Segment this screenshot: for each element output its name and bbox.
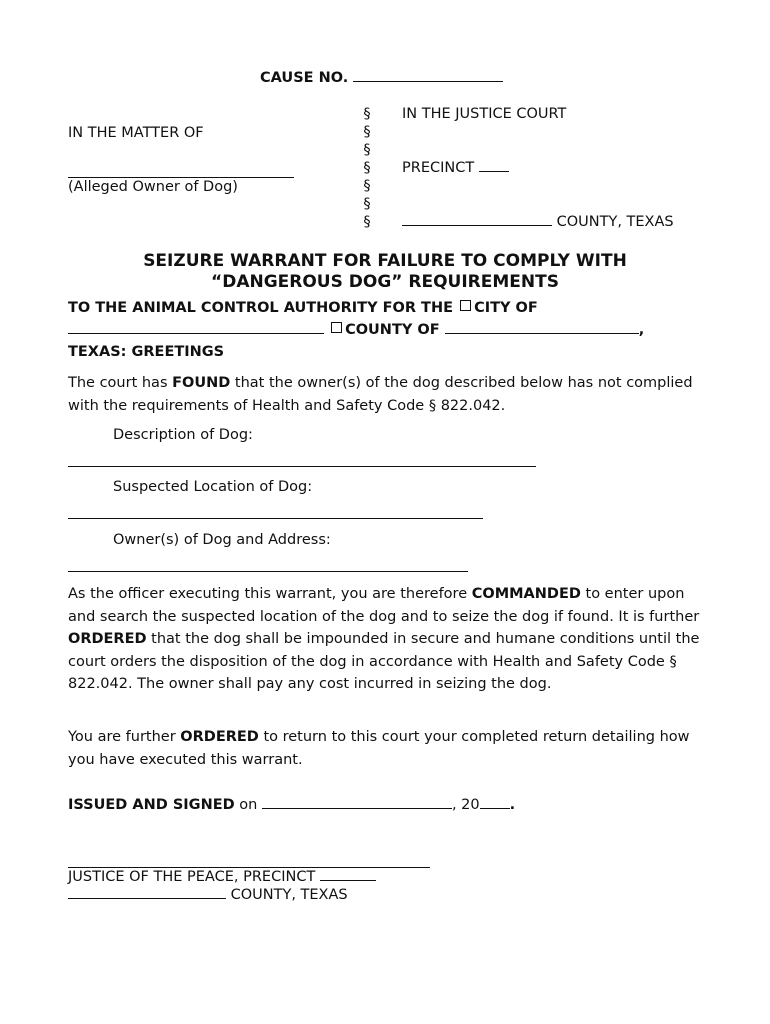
section-symbol: § bbox=[363, 178, 371, 194]
finding-paragraph bbox=[68, 372, 708, 417]
signature-county-blank[interactable] bbox=[68, 898, 226, 899]
command-text: As the officer executing this warrant, you are therefore bbox=[68, 586, 472, 602]
section-symbol: § bbox=[363, 106, 371, 122]
owner-name-blank[interactable] bbox=[68, 177, 294, 178]
county-texas-label: COUNTY, TEXAS bbox=[556, 214, 674, 230]
signature-county-label: COUNTY, TEXAS bbox=[230, 887, 348, 903]
county-option-label: COUNTY OF bbox=[345, 322, 440, 338]
commanded-emphasis: COMMANDED bbox=[471, 586, 581, 602]
justice-of-peace-label: JUSTICE OF THE PEACE, PRECINCT bbox=[68, 869, 316, 885]
comma: , bbox=[638, 322, 645, 338]
cause-number bbox=[260, 70, 503, 86]
cause-number-label: CAUSE NO. bbox=[260, 70, 349, 86]
return-order-paragraph bbox=[68, 726, 698, 771]
city-name-blank[interactable] bbox=[68, 333, 324, 334]
return-text: to return to this court your completed return detailing how you have executed this warrant. bbox=[68, 729, 690, 768]
warrant-title-line2: “DANGEROUS DOG” REQUIREMENTS bbox=[211, 272, 559, 292]
section-symbol: § bbox=[363, 124, 371, 140]
command-text: that the dog shall be impounded in secure and humane conditions until the court orders the disposition of the dog in accordance with Health and Safety Code § 822.042. The owner shall pay any cost incurred in seizing the dog. bbox=[68, 631, 700, 692]
authority-line bbox=[68, 300, 538, 316]
section-symbol: § bbox=[363, 142, 371, 158]
section-symbol: § bbox=[363, 214, 371, 230]
to-authority-label: TO THE ANIMAL CONTROL AUTHORITY FOR THE bbox=[68, 300, 453, 316]
warrant-title-line1: SEIZURE WARRANT FOR FAILURE TO COMPLY WITH bbox=[143, 251, 627, 271]
found-emphasis: FOUND bbox=[172, 375, 231, 391]
description-label: Description of Dog: bbox=[113, 427, 253, 443]
location-label: Suspected Location of Dog: bbox=[113, 479, 313, 495]
county-checkbox[interactable] bbox=[331, 322, 342, 333]
precinct-line bbox=[402, 160, 509, 176]
county-blank[interactable] bbox=[402, 225, 552, 226]
alleged-owner-label: (Alleged Owner of Dog) bbox=[68, 179, 238, 195]
finding-text: The court has bbox=[68, 375, 173, 391]
command-text: to enter upon and search the suspected location of the dog and to seize the dog if found. It is further bbox=[68, 586, 700, 625]
owners-label: Owner(s) of Dog and Address: bbox=[113, 532, 331, 548]
county-texas-line bbox=[402, 214, 674, 230]
description-blank[interactable] bbox=[68, 466, 536, 467]
in-the-matter-of: IN THE MATTER OF bbox=[68, 125, 204, 141]
greeting: TEXAS: GREETINGS bbox=[68, 344, 225, 360]
issued-year-prefix: , 20 bbox=[451, 797, 480, 813]
section-symbol: § bbox=[363, 160, 371, 176]
finding-text: that the owner(s) of the dog described below has not complied with the requirements of Health and Safety Code § 822.042. bbox=[68, 375, 693, 414]
signature-county-line bbox=[68, 887, 348, 903]
owners-blank[interactable] bbox=[68, 571, 468, 572]
signature-precinct-blank[interactable] bbox=[320, 880, 376, 881]
ordered-emphasis: ORDERED bbox=[180, 729, 259, 745]
section-symbol: § bbox=[363, 196, 371, 212]
ordered-emphasis: ORDERED bbox=[68, 631, 147, 647]
county-name-blank[interactable] bbox=[445, 333, 639, 334]
cause-number-blank[interactable] bbox=[353, 81, 503, 82]
city-county-line bbox=[68, 322, 644, 338]
signature-blank[interactable] bbox=[68, 867, 430, 868]
command-paragraph bbox=[68, 583, 708, 696]
precinct-blank[interactable] bbox=[479, 171, 509, 172]
justice-court-label: IN THE JUSTICE COURT bbox=[402, 106, 567, 122]
city-checkbox[interactable] bbox=[460, 300, 471, 311]
issued-on-text: on bbox=[234, 797, 262, 813]
location-blank[interactable] bbox=[68, 518, 483, 519]
issued-period: . bbox=[509, 797, 516, 813]
issued-signed-label: ISSUED AND SIGNED bbox=[68, 797, 235, 813]
precinct-label: PRECINCT bbox=[402, 160, 475, 176]
issued-date-blank[interactable] bbox=[262, 808, 452, 809]
justice-title-line bbox=[68, 869, 376, 885]
issued-line bbox=[68, 797, 515, 813]
return-text: You are further bbox=[68, 729, 181, 745]
issued-year-blank[interactable] bbox=[480, 808, 510, 809]
city-option-label: CITY OF bbox=[474, 300, 538, 316]
